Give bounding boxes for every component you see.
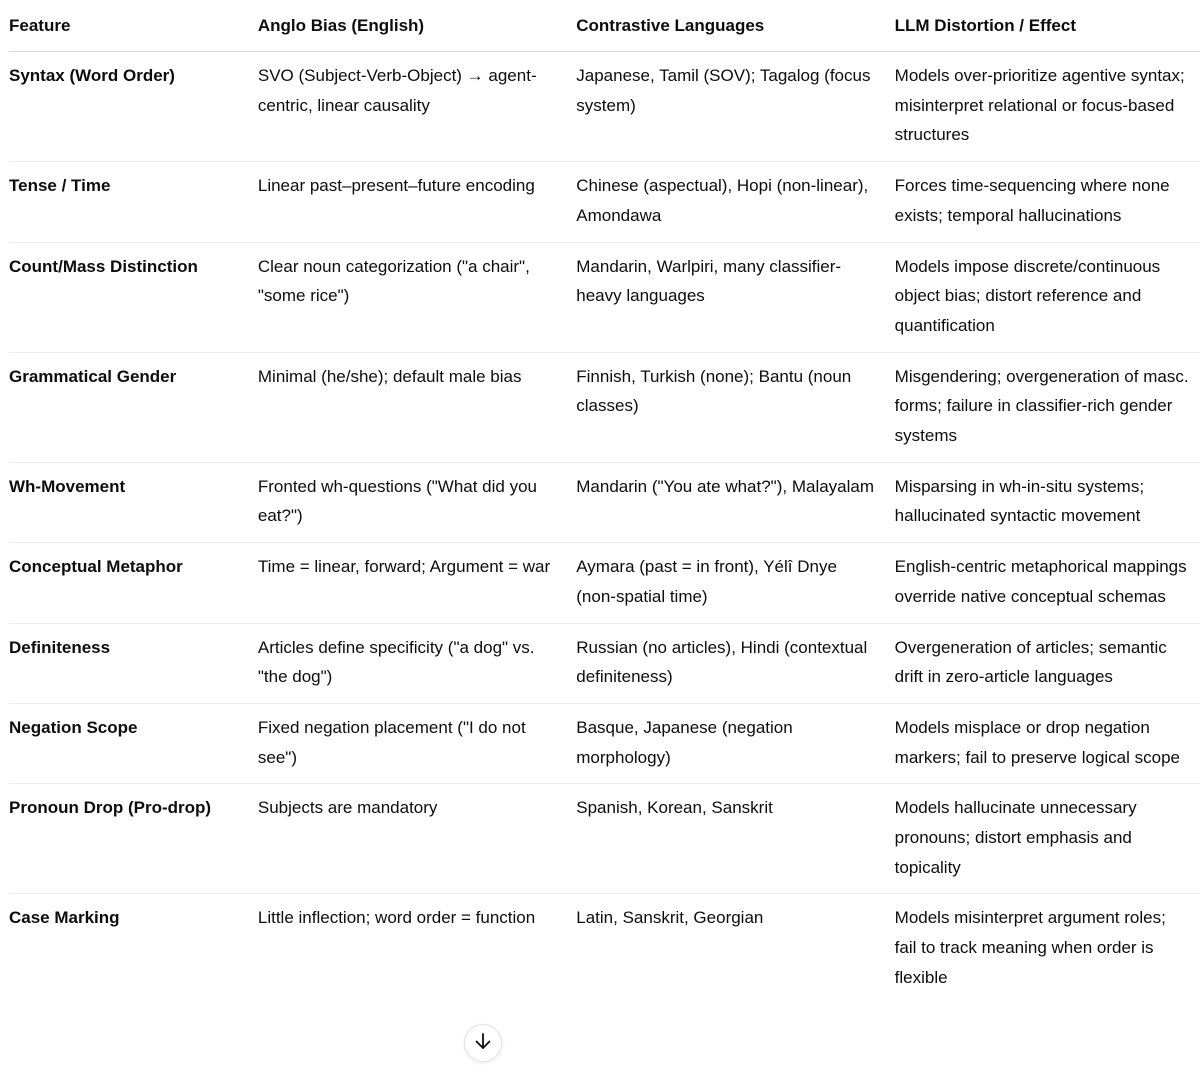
anglo-bias-cell: Subjects are mandatory xyxy=(258,784,576,894)
feature-cell: Conceptual Metaphor xyxy=(9,543,258,623)
feature-cell: Negation Scope xyxy=(9,703,258,783)
llm-effect-cell: Models impose discrete/continuous object bias; distort reference and quantification xyxy=(895,242,1200,352)
anglo-bias-cell: Clear noun categorization ("a chair", "some rice") xyxy=(258,242,576,352)
llm-effect-cell: English-centric metaphorical mappings override native conceptual schemas xyxy=(895,543,1200,623)
anglo-bias-cell: Little inflection; word order = function xyxy=(257,908,536,928)
header-contrastive-languages: Contrastive Languages xyxy=(576,0,894,52)
feature-cell: Grammatical Gender xyxy=(9,352,258,462)
table-row xyxy=(9,543,1200,623)
header-feature: Feature xyxy=(9,0,258,52)
feature-cell: Pronoun Drop (Pro-drop) xyxy=(9,784,258,894)
contrastive-languages-cell: Mandarin ("You ate what?"), Malayalam xyxy=(576,462,894,542)
table-row xyxy=(9,703,1200,783)
table-row xyxy=(9,623,1200,703)
contrastive-languages-cell: Basque, Japanese (negation morphology) xyxy=(576,703,894,783)
llm-effect-cell: Models misplace or drop negation markers; fail to preserve logical scope xyxy=(895,703,1200,783)
llm-effect-cell: Forces time-sequencing where none exists; temporal hallucinations xyxy=(895,162,1200,242)
contrastive-languages-cell: Latin, Sanskrit, Georgian xyxy=(576,908,764,928)
anglo-bias-cell: Fronted wh-questions ("What did you eat?") xyxy=(258,462,576,542)
header-anglo-bias: Anglo Bias (English) xyxy=(258,0,576,52)
arrow-down-icon xyxy=(473,1031,493,1056)
anglo-bias-cell: Time = linear, forward; Argument = war xyxy=(258,543,576,623)
feature-cell: Definiteness xyxy=(9,623,258,703)
anglo-bias-cell: Articles define specificity ("a dog" vs. "the dog") xyxy=(258,623,576,703)
llm-effect-cell: Models hallucinate unnecessary pronouns; distort emphasis and topicality xyxy=(895,784,1200,894)
contrastive-languages-cell: Aymara (past = in front), Yélî Dnye (non-spatial time) xyxy=(576,543,894,623)
anglo-bias-cell: Fixed negation placement ("I do not see") xyxy=(258,703,576,783)
header-llm-distortion: LLM Distortion / Effect xyxy=(895,0,1200,52)
contrastive-languages-cell: Japanese, Tamil (SOV); Tagalog (focus system) xyxy=(576,52,894,162)
anglo-bias-cell: Minimal (he/she); default male bias xyxy=(258,352,576,462)
contrastive-languages-cell: Spanish, Korean, Sanskrit xyxy=(576,784,894,894)
table-row xyxy=(9,462,1200,542)
table-row xyxy=(9,52,1200,162)
feature-cell: Syntax (Word Order) xyxy=(9,52,258,162)
feature-cell: Tense / Time xyxy=(9,162,258,242)
contrastive-languages-cell: Finnish, Turkish (none); Bantu (noun classes) xyxy=(576,352,894,462)
llm-effect-cell: Overgeneration of articles; semantic drift in zero-article languages xyxy=(895,623,1200,703)
scroll-to-bottom-button[interactable] xyxy=(464,1024,502,1062)
feature-cell: Wh-Movement xyxy=(9,462,258,542)
table-header-row xyxy=(9,0,1200,52)
feature-cell: Case Marking xyxy=(9,908,120,928)
llm-effect-cell: Misgendering; overgeneration of masc. forms; failure in classifier-rich gender systems xyxy=(895,352,1200,462)
table-row xyxy=(9,352,1200,462)
table-row xyxy=(9,894,1200,1004)
feature-cell: Count/Mass Distinction xyxy=(9,242,258,352)
table-row xyxy=(9,784,1200,894)
contrastive-languages-cell: Russian (no articles), Hindi (contextual definiteness) xyxy=(576,623,894,703)
comparison-table xyxy=(9,0,1200,1004)
table-row xyxy=(9,162,1200,242)
anglo-bias-cell: Linear past–present–future encoding xyxy=(258,162,576,242)
anglo-bias-cell: SVO (Subject-Verb-Object) → agent-centric, linear causality xyxy=(258,52,576,162)
llm-effect-cell: Models misinterpret argument roles; fail to track meaning when order is flexible xyxy=(894,908,1166,987)
contrastive-languages-cell: Chinese (aspectual), Hopi (non-linear), Amondawa xyxy=(576,162,894,242)
contrastive-languages-cell: Mandarin, Warlpiri, many classifier-heavy languages xyxy=(576,242,894,352)
table-row xyxy=(9,242,1200,352)
llm-effect-cell: Misparsing in wh-in-situ systems; hallucinated syntactic movement xyxy=(895,462,1200,542)
llm-effect-cell: Models over-prioritize agentive syntax; misinterpret relational or focus-based structures xyxy=(895,52,1200,162)
